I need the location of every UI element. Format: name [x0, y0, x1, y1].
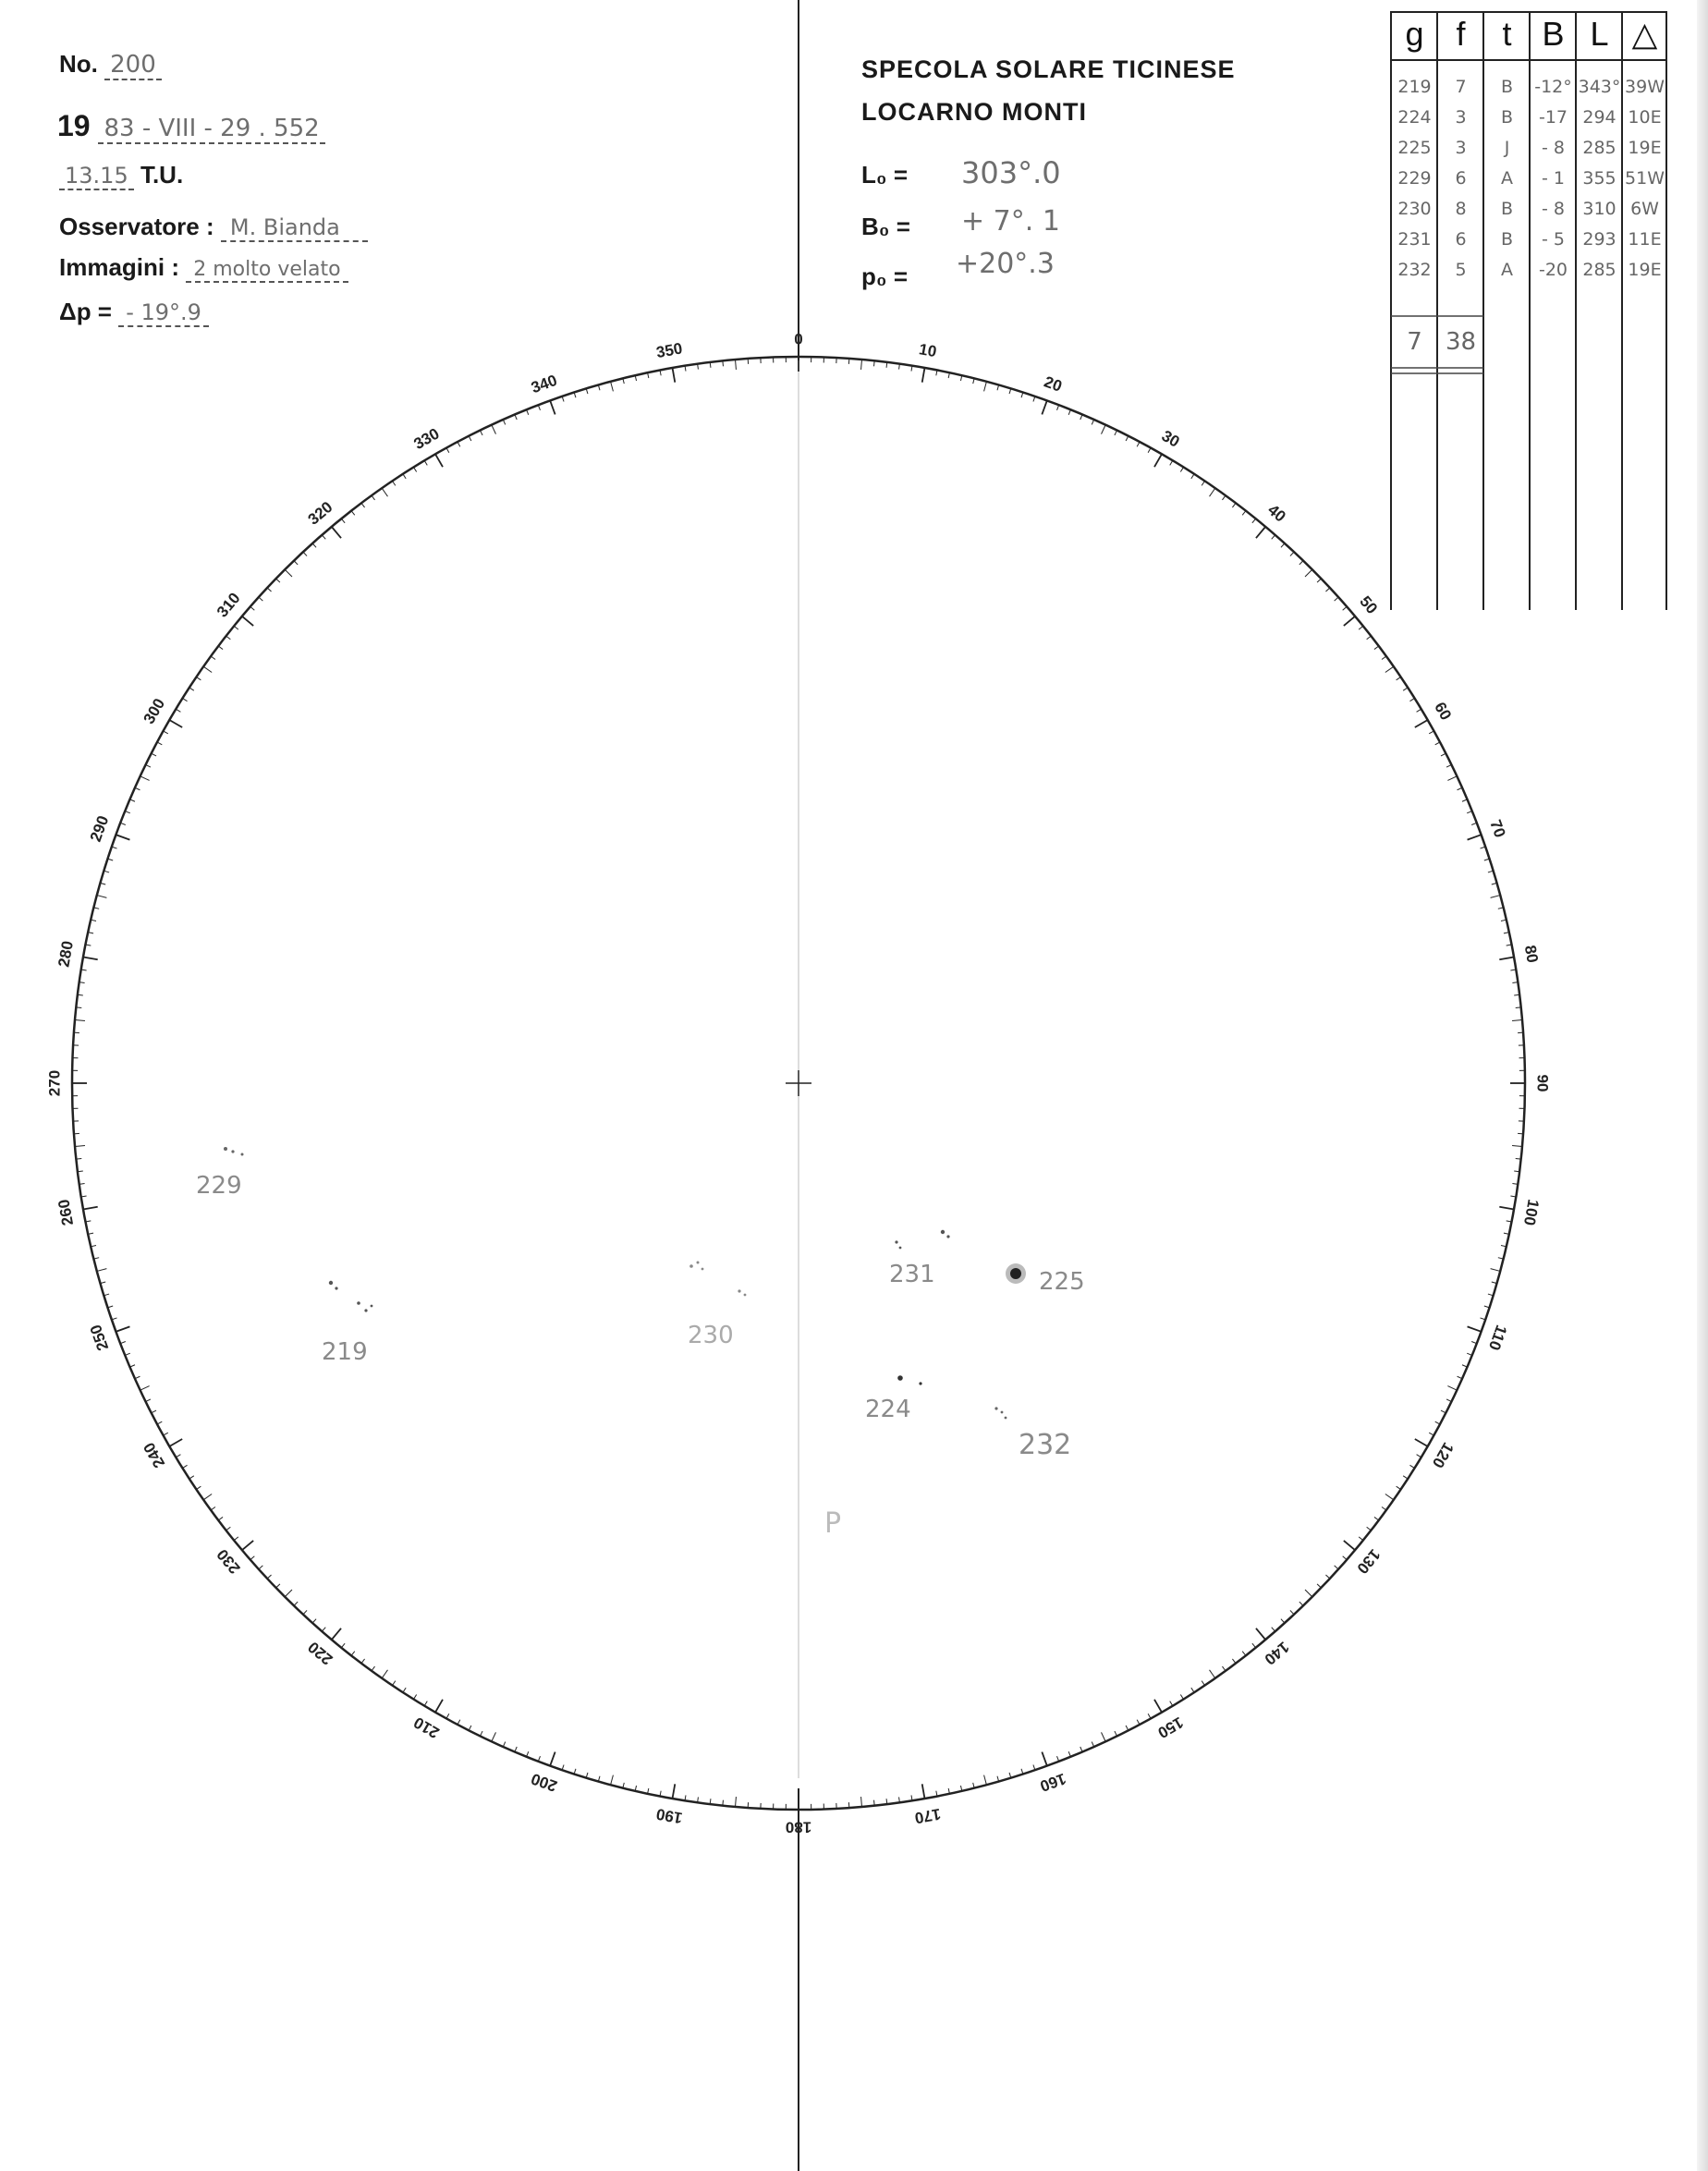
table-cell-f: 8: [1455, 199, 1467, 219]
table-cell-B: - 8: [1542, 138, 1565, 158]
institution-line2: LOCARNO MONTI: [861, 98, 1087, 126]
scale-label: 320: [304, 497, 336, 529]
images-label: Immagini :: [59, 253, 180, 281]
time-unit: T.U.: [140, 161, 184, 189]
table-cell-B: -20: [1538, 260, 1568, 280]
col-header-t: t: [1502, 15, 1512, 53]
group-label-224: 224: [865, 1396, 911, 1423]
images-value: 2 molto velato: [186, 258, 348, 283]
scale-label: 150: [1154, 1713, 1187, 1742]
col-header-delta: △: [1631, 15, 1658, 53]
date-value: 83 - VIII - 29 . 552: [98, 115, 324, 144]
table-cell-t: A: [1501, 168, 1513, 189]
scale-label: 30: [1158, 426, 1183, 451]
scale-label: 350: [654, 339, 684, 362]
group-label-230: 230: [688, 1322, 734, 1349]
group-225-spots: [1006, 1263, 1026, 1284]
scale-label: 230: [213, 1545, 244, 1578]
table-cell-L: 343°: [1578, 77, 1621, 97]
param-P0-label: p₀ =: [861, 262, 909, 290]
table-cell-L: 293: [1582, 229, 1616, 250]
group-231-spots: [895, 1230, 949, 1250]
param-B0-label: B₀ =: [861, 213, 910, 240]
scan-edge-shadow: [1697, 0, 1708, 2171]
scale-label: 260: [55, 1198, 78, 1227]
scale-label: 190: [654, 1804, 684, 1827]
record-number-value: 200: [104, 51, 162, 80]
group-229-spots: [224, 1147, 244, 1156]
delta-p-label: Δp =: [59, 298, 112, 325]
table-cell-delta: 39W: [1625, 77, 1665, 97]
table-cell-f: 7: [1455, 77, 1467, 97]
table-cell-L: 285: [1582, 138, 1616, 158]
group-232-spots: [994, 1407, 1006, 1419]
table-cell-delta: 6W: [1630, 199, 1659, 219]
scale-label: 60: [1431, 699, 1456, 724]
delta-p-value: - 19°.9: [118, 299, 209, 327]
time-value: 13.15: [59, 163, 134, 190]
col-header-L: L: [1590, 15, 1609, 53]
scale-label: 330: [410, 424, 443, 454]
table-cell-g: 219: [1397, 77, 1432, 97]
table-cell-B: - 5: [1542, 229, 1565, 250]
table-cell-t: B: [1500, 107, 1514, 128]
p-mark: P: [824, 1507, 842, 1540]
scale-label: 340: [529, 371, 560, 397]
table-cell-delta: 19E: [1628, 260, 1662, 280]
table-cell-delta: 10E: [1628, 107, 1662, 128]
total-spots: 38: [1445, 328, 1477, 356]
table-cell-B: -17: [1538, 107, 1568, 128]
scale-label: 220: [304, 1638, 336, 1669]
col-header-g: g: [1405, 15, 1424, 53]
table-cell-t: A: [1501, 260, 1513, 280]
scale-label: 290: [86, 813, 113, 845]
param-L0-label: L₀ =: [861, 161, 909, 189]
scale-label: 90: [1533, 1074, 1552, 1092]
scale-label: 300: [140, 695, 169, 727]
table-cell-f: 3: [1455, 107, 1467, 128]
table-cell-delta: 19E: [1628, 138, 1662, 158]
scale-label: 80: [1520, 944, 1542, 965]
table-cell-f: 3: [1455, 138, 1467, 158]
group-label-229: 229: [196, 1172, 242, 1200]
institution-line1: SPECOLA SOLARE TICINESE: [861, 55, 1236, 83]
group-224-spots: [897, 1375, 921, 1384]
scale-label: 310: [213, 589, 244, 621]
table-cell-B: - 8: [1542, 199, 1565, 219]
table-cell-delta: 11E: [1628, 229, 1662, 250]
table-cell-f: 6: [1455, 168, 1467, 189]
table-cell-g: 229: [1397, 168, 1432, 189]
scale-label: 270: [45, 1069, 64, 1097]
group-230-spots: [689, 1262, 746, 1297]
scale-label: 100: [1519, 1198, 1543, 1227]
scale-label: 10: [917, 340, 938, 361]
scale-label: 250: [86, 1322, 113, 1353]
table-cell-f: 6: [1455, 229, 1467, 250]
scale-label: 50: [1356, 592, 1382, 617]
observer-label: Osservatore :: [59, 213, 214, 240]
table-cell-B: -12°: [1534, 77, 1572, 97]
table-cell-t: B: [1500, 229, 1514, 250]
scale-label: 0: [794, 330, 803, 348]
col-header-f: f: [1456, 15, 1466, 53]
table-cell-g: 225: [1397, 138, 1432, 158]
year-prefix: 19: [57, 109, 91, 142]
total-groups: 7: [1407, 328, 1422, 356]
table-cell-L: 285: [1582, 260, 1616, 280]
scale-label: 240: [140, 1439, 169, 1471]
table-cell-g: 224: [1397, 107, 1432, 128]
col-header-B: B: [1542, 15, 1565, 53]
table-cell-g: 230: [1397, 199, 1432, 219]
group-label-232: 232: [1019, 1429, 1072, 1461]
group-219-spots: [329, 1281, 373, 1312]
param-B0-value: + 7°. 1: [961, 205, 1060, 238]
scale-label: 120: [1428, 1439, 1458, 1471]
table-cell-t: B: [1500, 77, 1514, 97]
scale-label: 160: [1037, 1769, 1068, 1796]
table-cell-B: - 1: [1542, 168, 1565, 189]
scale-label: 140: [1261, 1638, 1293, 1669]
scale-label: 20: [1042, 372, 1065, 396]
record-number-label: No.: [59, 50, 98, 78]
scale-label: 70: [1486, 817, 1509, 840]
scale-label: 210: [410, 1713, 443, 1742]
table-cell-g: 232: [1397, 260, 1432, 280]
group-label-225: 225: [1039, 1268, 1085, 1296]
scale-label: 40: [1264, 500, 1289, 526]
scale-label: 130: [1353, 1545, 1385, 1578]
table-cell-delta: 51W: [1625, 168, 1665, 189]
table-cell-t: B: [1500, 199, 1514, 219]
scale-label: 170: [913, 1804, 943, 1827]
scale-label: 180: [785, 1818, 812, 1836]
scale-label: 280: [55, 939, 78, 969]
table-cell-f: 5: [1455, 260, 1467, 280]
scale-label: 200: [529, 1769, 560, 1796]
param-P0-value: +20°.3: [956, 248, 1055, 280]
table-cell-L: 355: [1582, 168, 1616, 189]
table-cell-L: 294: [1582, 107, 1616, 128]
table-cell-L: 310: [1582, 199, 1616, 219]
scale-label: 110: [1484, 1323, 1511, 1353]
group-label-219: 219: [322, 1338, 368, 1366]
group-label-231: 231: [889, 1261, 935, 1288]
table-cell-g: 231: [1397, 229, 1432, 250]
param-L0-value: 303°.0: [961, 155, 1061, 190]
table-cell-t: J: [1504, 138, 1510, 158]
observer-value: M. Bianda: [221, 214, 368, 242]
